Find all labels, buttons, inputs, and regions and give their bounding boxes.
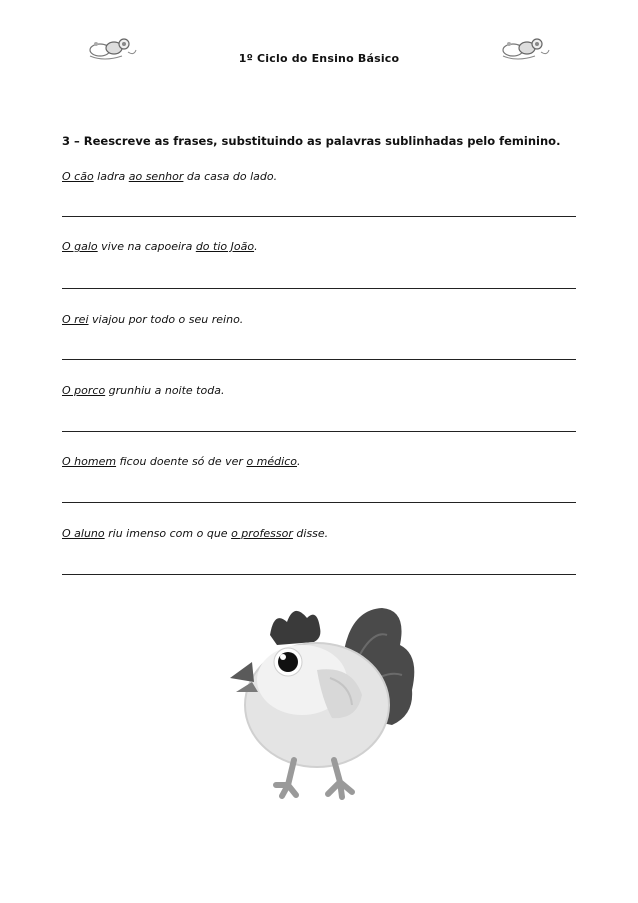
underlined-word: O aluno	[62, 527, 105, 540]
underlined-word: do tio João	[195, 240, 255, 253]
answer-line-1[interactable]	[62, 216, 576, 217]
underlined-word: o professor	[231, 527, 293, 540]
sentence-text: .	[254, 240, 258, 253]
answer-line-5[interactable]	[62, 502, 576, 503]
sentence-4	[62, 384, 224, 397]
sentence-text: ladra	[93, 170, 129, 183]
answer-line-2[interactable]	[62, 288, 576, 289]
sentence-text: vive na capoeira	[97, 240, 196, 253]
school-logo-right-icon	[497, 34, 553, 64]
answer-line-3[interactable]	[62, 359, 576, 360]
sentence-text: da casa do lado.	[183, 170, 278, 183]
underlined-word: O homem	[62, 455, 117, 468]
sentence-text: ficou doente só de ver	[116, 455, 247, 468]
answer-line-4[interactable]	[62, 431, 576, 432]
sentence-1	[62, 170, 277, 183]
sentence-text: riu imenso com o que	[104, 527, 232, 540]
header-title: 1º Ciclo do Ensino Básico	[238, 52, 400, 65]
sentence-text: .	[296, 455, 301, 468]
underlined-word: O porco	[62, 384, 106, 397]
exercise-instruction: 3 – Reescreve as frases, substituindo as palavras sublinhadas pelo feminino.	[62, 134, 561, 148]
sentence-5	[62, 455, 300, 468]
underlined-word: O galo	[62, 240, 98, 253]
sentence-text: grunhiu a noite toda.	[105, 384, 225, 397]
sentence-6	[62, 527, 328, 540]
sentence-text: disse.	[292, 527, 329, 540]
underlined-word: ao senhor	[128, 170, 184, 183]
underlined-word: O rei	[62, 313, 89, 326]
sentence-3	[62, 313, 243, 326]
underlined-word: o médico	[246, 455, 297, 468]
answer-line-6[interactable]	[62, 574, 576, 575]
underlined-word: O cão	[62, 170, 94, 183]
hen-illustration-icon	[222, 600, 422, 800]
sentence-text: viajou por todo o seu reino.	[88, 313, 244, 326]
sentence-2	[62, 240, 258, 253]
